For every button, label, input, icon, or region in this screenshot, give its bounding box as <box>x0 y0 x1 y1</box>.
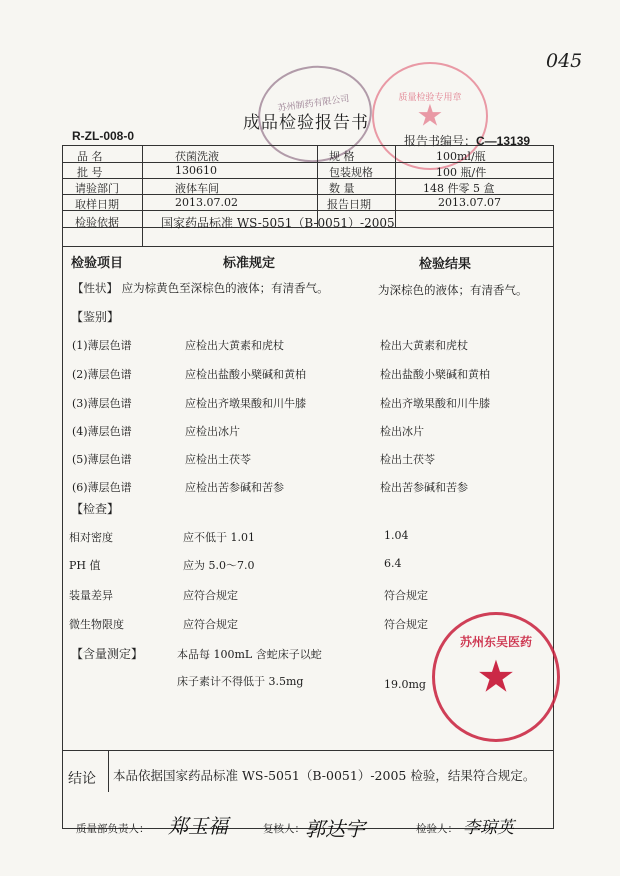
exam-standard: 应符合规定 <box>183 589 238 602</box>
ident-standard: 应检出齐墩果酸和川牛膝 <box>185 397 306 410</box>
company-stamp-text: 苏州制药有限公司 <box>277 94 350 115</box>
product-name-label: 品 名 <box>77 150 103 163</box>
ident-standard: 应检出土茯苓 <box>185 453 251 466</box>
pack-value: 100 瓶/件 <box>436 166 487 179</box>
batch-label: 批 号 <box>77 166 103 179</box>
review-label: 复核人： <box>263 823 305 835</box>
exam-item: 相对密度 <box>69 531 113 544</box>
character-label: 【性状】 <box>72 281 118 295</box>
qa-signature: 郑玉福 <box>168 814 228 838</box>
identification-label: 【鉴别】 <box>71 310 120 324</box>
inspection-seal <box>432 612 560 742</box>
basis-value: 国家药品标准 WS-5051（B-0051）-2005 <box>161 216 395 230</box>
ident-item: (1)薄层色谱 <box>72 339 132 352</box>
report-date-label: 报告日期 <box>327 198 371 211</box>
exam-item: PH 值 <box>69 559 101 572</box>
character-section <box>72 280 329 296</box>
qa-label: 质量部负责人： <box>76 823 150 835</box>
sample-date-label: 取样日期 <box>75 198 119 211</box>
basis-label: 检验依据 <box>75 216 119 229</box>
standard-header: 标准规定 <box>223 256 276 271</box>
ident-item: (4)薄层色谱 <box>72 425 132 438</box>
review-signature: 郭达宇 <box>305 817 365 841</box>
exam-standard: 应不低于 1.01 <box>183 531 255 544</box>
examination-label: 【检查】 <box>71 502 120 516</box>
exam-result: 符合规定 <box>384 618 428 631</box>
batch-value: 130610 <box>175 164 217 177</box>
ident-item: (2)薄层色谱 <box>72 368 132 381</box>
conclusion-text: 本品依据国家药品标准 WS-5051（B-0051）-2005 检验，结果符合规定。 <box>113 768 536 783</box>
report-date-value: 2013.07.07 <box>438 196 501 209</box>
dept-label: 请验部门 <box>75 182 119 195</box>
ident-result: 检出齐墩果酸和川牛膝 <box>380 397 490 410</box>
qc-stamp-text: 质量检验专用章 <box>398 93 462 103</box>
assay-standard-line2: 床子素计不得低于 3.5mg <box>177 675 304 688</box>
exam-result: 1.04 <box>384 529 409 542</box>
star-icon: ★ <box>476 651 516 703</box>
ident-standard: 应检出盐酸小檗碱和黄柏 <box>185 368 306 381</box>
ident-result: 检出盐酸小檗碱和黄柏 <box>380 368 490 381</box>
report-number-value: C—13139 <box>476 134 531 148</box>
dept-value: 液体车间 <box>175 182 219 195</box>
inspector-label: 检验人： <box>416 823 458 835</box>
spec-label: 规 格 <box>329 150 355 163</box>
exam-result: 6.4 <box>384 557 402 570</box>
item-header: 检验项目 <box>71 256 124 271</box>
form-code: R-ZL-008-0 <box>72 129 135 143</box>
ident-result: 检出冰片 <box>380 425 424 438</box>
character-standard: 应为棕黄色至深棕色的液体；有清香气。 <box>121 281 329 295</box>
spec-value: 100ml/瓶 <box>436 150 486 163</box>
exam-standard: 应符合规定 <box>183 618 238 631</box>
ident-standard: 应检出冰片 <box>185 425 240 438</box>
ident-item: (5)薄层色谱 <box>72 453 132 466</box>
inspection-seal-text: 苏州东吴医药 <box>459 635 532 649</box>
ident-item: (3)薄层色谱 <box>72 397 132 410</box>
inspector-signature: 李琼英 <box>463 818 514 838</box>
qty-label: 数 量 <box>329 182 355 195</box>
ident-standard: 应检出大黄素和虎杖 <box>185 339 284 352</box>
ident-standard: 应检出苦参碱和苦参 <box>185 481 284 494</box>
exam-result: 符合规定 <box>384 589 428 602</box>
report-number-label: 报告书编号： <box>404 134 477 148</box>
sample-date-value: 2013.07.02 <box>175 196 238 209</box>
conclusion-label: 结论 <box>68 771 96 787</box>
page-number: 045 <box>546 50 583 72</box>
assay-label: 【含量测定】 <box>71 647 144 661</box>
ident-result: 检出苦参碱和苦参 <box>380 481 468 494</box>
assay-result: 19.0mg <box>384 678 426 691</box>
exam-item: 装量差异 <box>69 589 113 602</box>
ident-result: 检出大黄素和虎杖 <box>380 339 468 352</box>
exam-standard: 应为 5.0～7.0 <box>183 559 255 572</box>
exam-item: 微生物限度 <box>69 618 124 631</box>
character-result: 为深棕色的液体；有清香气。 <box>378 283 528 297</box>
assay-standard-line1: 本品每 100mL 含蛇床子以蛇 <box>177 648 322 661</box>
star-icon: ★ <box>416 98 444 134</box>
result-header: 检验结果 <box>419 257 472 272</box>
ident-result: 检出土茯苓 <box>380 453 435 466</box>
qty-value: 148 件零 5 盒 <box>423 182 495 195</box>
document-title: 成品检验报告书 <box>243 113 369 133</box>
ident-item: (6)薄层色谱 <box>72 481 132 494</box>
product-name-value: 茯菌洗液 <box>175 150 219 163</box>
pack-label: 包装规格 <box>329 166 373 179</box>
